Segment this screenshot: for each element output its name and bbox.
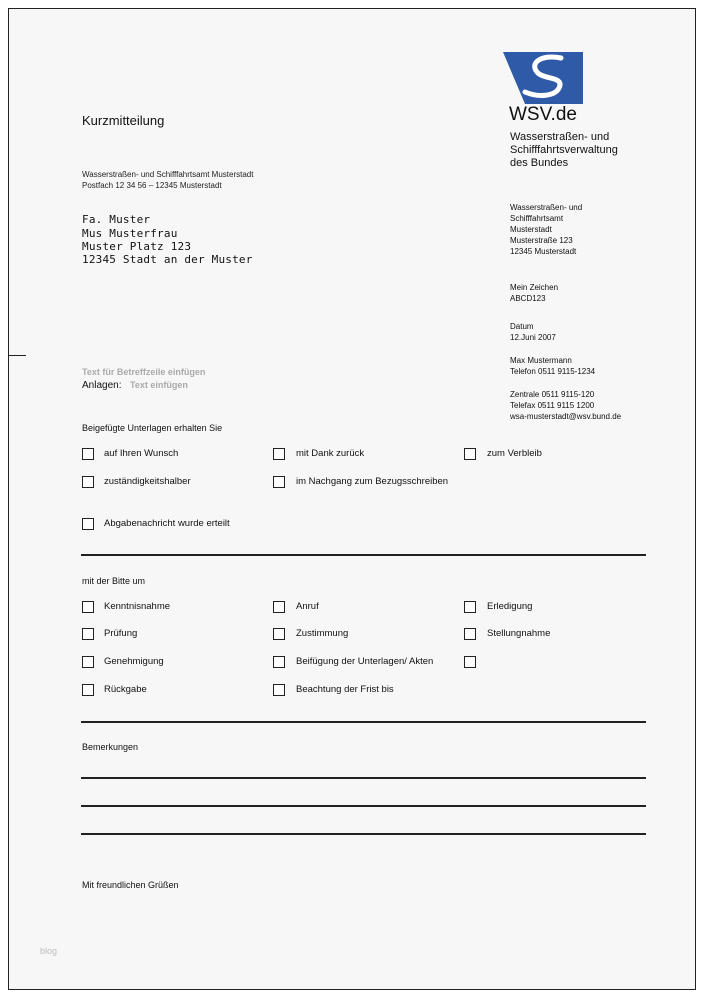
checkbox-label: Prüfung bbox=[104, 628, 138, 639]
fold-mark bbox=[8, 355, 26, 356]
checkbox-label: Beachtung der Frist bis bbox=[296, 684, 394, 695]
remarks-line-2[interactable] bbox=[81, 805, 646, 807]
checkbox-zustaendigkeitshalber[interactable] bbox=[82, 476, 94, 488]
recipient-line-4: 12345 Stadt an der Muster bbox=[82, 253, 253, 266]
contact-block: Max Mustermann Telefon 0511 9115-1234 bbox=[510, 356, 596, 376]
logo-brand: WSV.de bbox=[509, 104, 577, 125]
checkbox-auf-ihren-wunsch[interactable] bbox=[82, 448, 94, 460]
reference-block: Mein Zeichen ABCD123 bbox=[510, 283, 559, 303]
checkbox-label: zum Verbleib bbox=[487, 448, 542, 459]
divider bbox=[81, 721, 646, 723]
checkbox-rueckgabe[interactable] bbox=[82, 684, 94, 696]
date-block: Datum 12.Juni 2007 bbox=[510, 322, 556, 342]
checkbox-label: Abgabenachricht wurde erteilt bbox=[104, 518, 230, 529]
recipient-line-1: Fa. Muster bbox=[82, 213, 151, 226]
checkbox-label: Erledigung bbox=[487, 601, 533, 612]
checkbox-kenntnisnahme[interactable] bbox=[82, 601, 94, 613]
checkbox-label: Anruf bbox=[296, 601, 319, 612]
central-contact-block: Zentrale 0511 9115-120 Telefax 0511 9115 1200 wsa-musterstadt@wsv.bund.de bbox=[510, 390, 622, 421]
checkbox-erledigung[interactable] bbox=[464, 601, 476, 613]
sender-line-1: Wasserstraßen- und Schifffahrtsamt Musterstadt bbox=[82, 170, 254, 179]
checkbox-anruf[interactable] bbox=[273, 601, 285, 613]
sender-line-2: Postfach 12 34 56 – 12345 Musterstadt bbox=[82, 181, 222, 190]
checkbox-im-nachgang[interactable] bbox=[273, 476, 285, 488]
office-address: Wasserstraßen- und Schifffahrtsamt Musterstadt Musterstraße 123 12345 Musterstadt bbox=[510, 203, 583, 256]
checkbox-blank[interactable] bbox=[464, 656, 476, 668]
attachments-placeholder[interactable]: Text einfügen bbox=[130, 380, 188, 390]
checkbox-label: Zustimmung bbox=[296, 628, 349, 639]
recipient-line-3: Muster Platz 123 bbox=[82, 240, 192, 253]
checkbox-abgabenachricht[interactable] bbox=[82, 518, 94, 530]
recipient-line-2: Mus Musterfrau bbox=[82, 227, 178, 240]
checkbox-label: Stellungnahme bbox=[487, 628, 551, 639]
checkbox-label: Genehmigung bbox=[104, 656, 164, 667]
checkbox-genehmigung[interactable] bbox=[82, 656, 94, 668]
checkbox-label: im Nachgang zum Bezugsschreiben bbox=[296, 476, 449, 487]
remarks-line-1[interactable] bbox=[81, 777, 646, 779]
checkbox-label: Rückgabe bbox=[104, 684, 147, 695]
divider bbox=[81, 554, 646, 556]
section1-heading: Beigefügte Unterlagen erhalten Sie bbox=[82, 423, 223, 433]
checkbox-stellungnahme[interactable] bbox=[464, 628, 476, 640]
checkbox-label: auf Ihren Wunsch bbox=[104, 448, 179, 459]
checkbox-label: mit Dank zurück bbox=[296, 448, 365, 459]
watermark: blog bbox=[40, 946, 58, 956]
checkbox-frist[interactable] bbox=[273, 684, 285, 696]
logo-subtitle: Wasserstraßen- und Schifffahrtsverwaltung des Bundes bbox=[510, 131, 618, 169]
closing-text: Mit freundlichen Grüßen bbox=[82, 880, 179, 890]
remarks-line-3[interactable] bbox=[81, 833, 646, 835]
checkbox-zustimmung[interactable] bbox=[273, 628, 285, 640]
checkbox-label: zuständigkeitshalber bbox=[104, 476, 191, 487]
checkbox-pruefung[interactable] bbox=[82, 628, 94, 640]
attachments-label: Anlagen: bbox=[82, 380, 122, 391]
checkbox-beifuegung[interactable] bbox=[273, 656, 285, 668]
subject-placeholder[interactable]: Text für Betreffzeile einfügen bbox=[82, 367, 206, 377]
wsv-logo-icon bbox=[503, 52, 583, 104]
checkbox-zum-verbleib[interactable] bbox=[464, 448, 476, 460]
checkbox-label: Kenntnisnahme bbox=[104, 601, 171, 612]
document-title: Kurzmitteilung bbox=[82, 113, 165, 128]
remarks-heading: Bemerkungen bbox=[82, 742, 139, 752]
checkbox-label: Beifügung der Unterlagen/ Akten bbox=[296, 656, 434, 667]
checkbox-mit-dank-zurueck[interactable] bbox=[273, 448, 285, 460]
section2-heading: mit der Bitte um bbox=[82, 576, 146, 586]
